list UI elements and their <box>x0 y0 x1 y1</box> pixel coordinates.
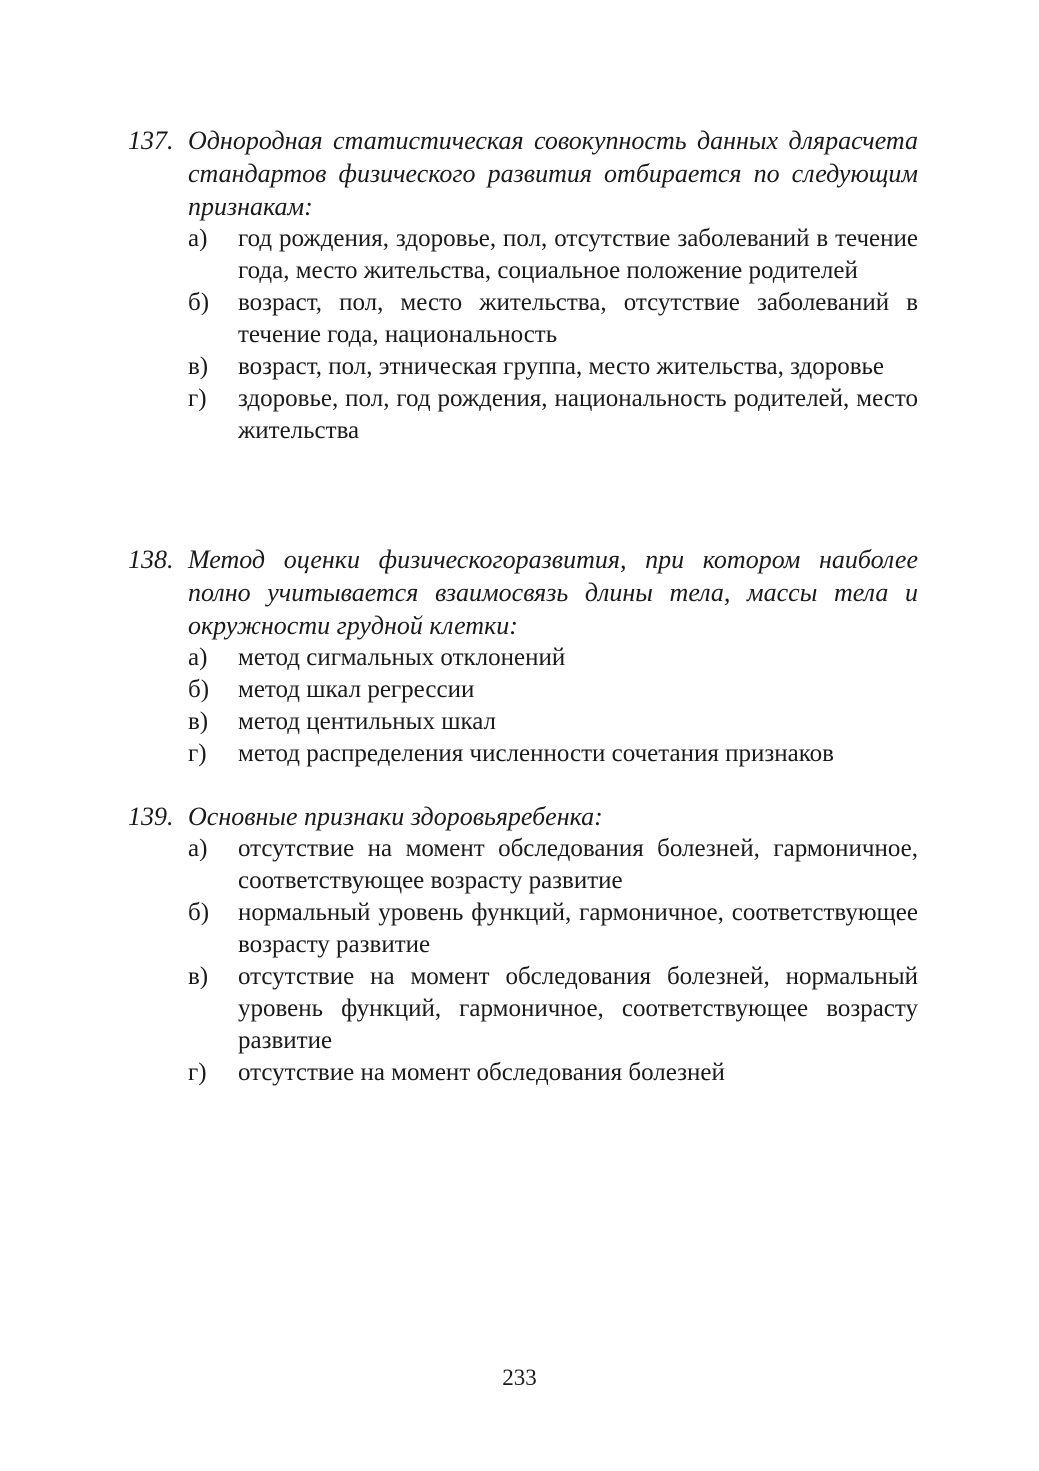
option-letter: г) <box>188 1059 207 1086</box>
answer-option <box>128 674 918 706</box>
answer-option <box>128 223 918 287</box>
answer-option <box>128 383 918 447</box>
option-letter: а) <box>188 835 208 862</box>
option-text: отсутствие на момент обследования болезней <box>238 1059 725 1086</box>
question-header <box>128 800 918 833</box>
option-text: метод сигмальных отклонений <box>238 644 566 671</box>
answer-option <box>128 351 918 383</box>
option-letter: в) <box>188 963 209 990</box>
answer-option <box>128 897 918 961</box>
answer-options <box>128 833 918 1089</box>
option-letter: б) <box>188 899 210 926</box>
option-text: нормальный уровень функций, гармоничное, соответствующее возрасту развитие <box>238 899 918 958</box>
answer-options <box>128 642 918 770</box>
option-text: метод центильных шкал <box>238 708 497 735</box>
answer-options <box>128 223 918 447</box>
option-letter: б) <box>188 676 210 703</box>
option-text: метод распределения численности сочетания признаков <box>238 740 834 767</box>
option-text: отсутствие на момент обследования болезней, нормальный уровень функций, гармоничное, соответствующее возрасту развитие <box>238 963 918 1054</box>
answer-option <box>128 1057 918 1089</box>
question-header <box>128 124 918 223</box>
question-number: 137. <box>128 126 174 155</box>
question-139 <box>128 800 918 1089</box>
answer-option <box>128 738 918 770</box>
option-letter: а) <box>188 644 208 671</box>
question-text: Основные признаки здоровьяребенка: <box>188 802 603 831</box>
question-138 <box>128 543 918 770</box>
option-letter: г) <box>188 385 207 412</box>
option-text: возраст, пол, этническая группа, место жительства, здоровье <box>238 353 885 380</box>
option-text: метод шкал регрессии <box>238 676 475 703</box>
question-text: Метод оценки физическогоразвития, при котором наиболее полно учитывается взаимосвязь длины тела, массы тела и окружности грудной клетки: <box>188 545 918 640</box>
option-letter: а) <box>188 225 208 252</box>
option-letter: в) <box>188 353 209 380</box>
page-number: 233 <box>502 1365 537 1390</box>
option-text: здоровье, пол, год рождения, национальность родителей, место жительства <box>238 385 918 444</box>
question-header <box>128 543 918 642</box>
question-text: Однородная статистическая совокупность данных длярасчета стандартов физического развития отбирается по следующим признакам: <box>188 126 918 221</box>
option-letter: б) <box>188 289 210 316</box>
option-text: отсутствие на момент обследования болезней, гармоничное, соответствующее возрасту развитие <box>238 835 918 894</box>
question-137 <box>128 124 918 447</box>
answer-option <box>128 642 918 674</box>
answer-option <box>128 706 918 738</box>
option-text: год рождения, здоровье, пол, отсутствие заболеваний в течение года, место жительства, социальное положение родителей <box>238 225 918 284</box>
question-number: 138. <box>128 545 174 574</box>
option-letter: г) <box>188 740 207 767</box>
option-letter: в) <box>188 708 209 735</box>
answer-option <box>128 961 918 1057</box>
question-number: 139. <box>128 802 174 831</box>
answer-option <box>128 833 918 897</box>
option-text: возраст, пол, место жительства, отсутствие заболеваний в течение года, национальность <box>238 289 918 348</box>
answer-option <box>128 287 918 351</box>
